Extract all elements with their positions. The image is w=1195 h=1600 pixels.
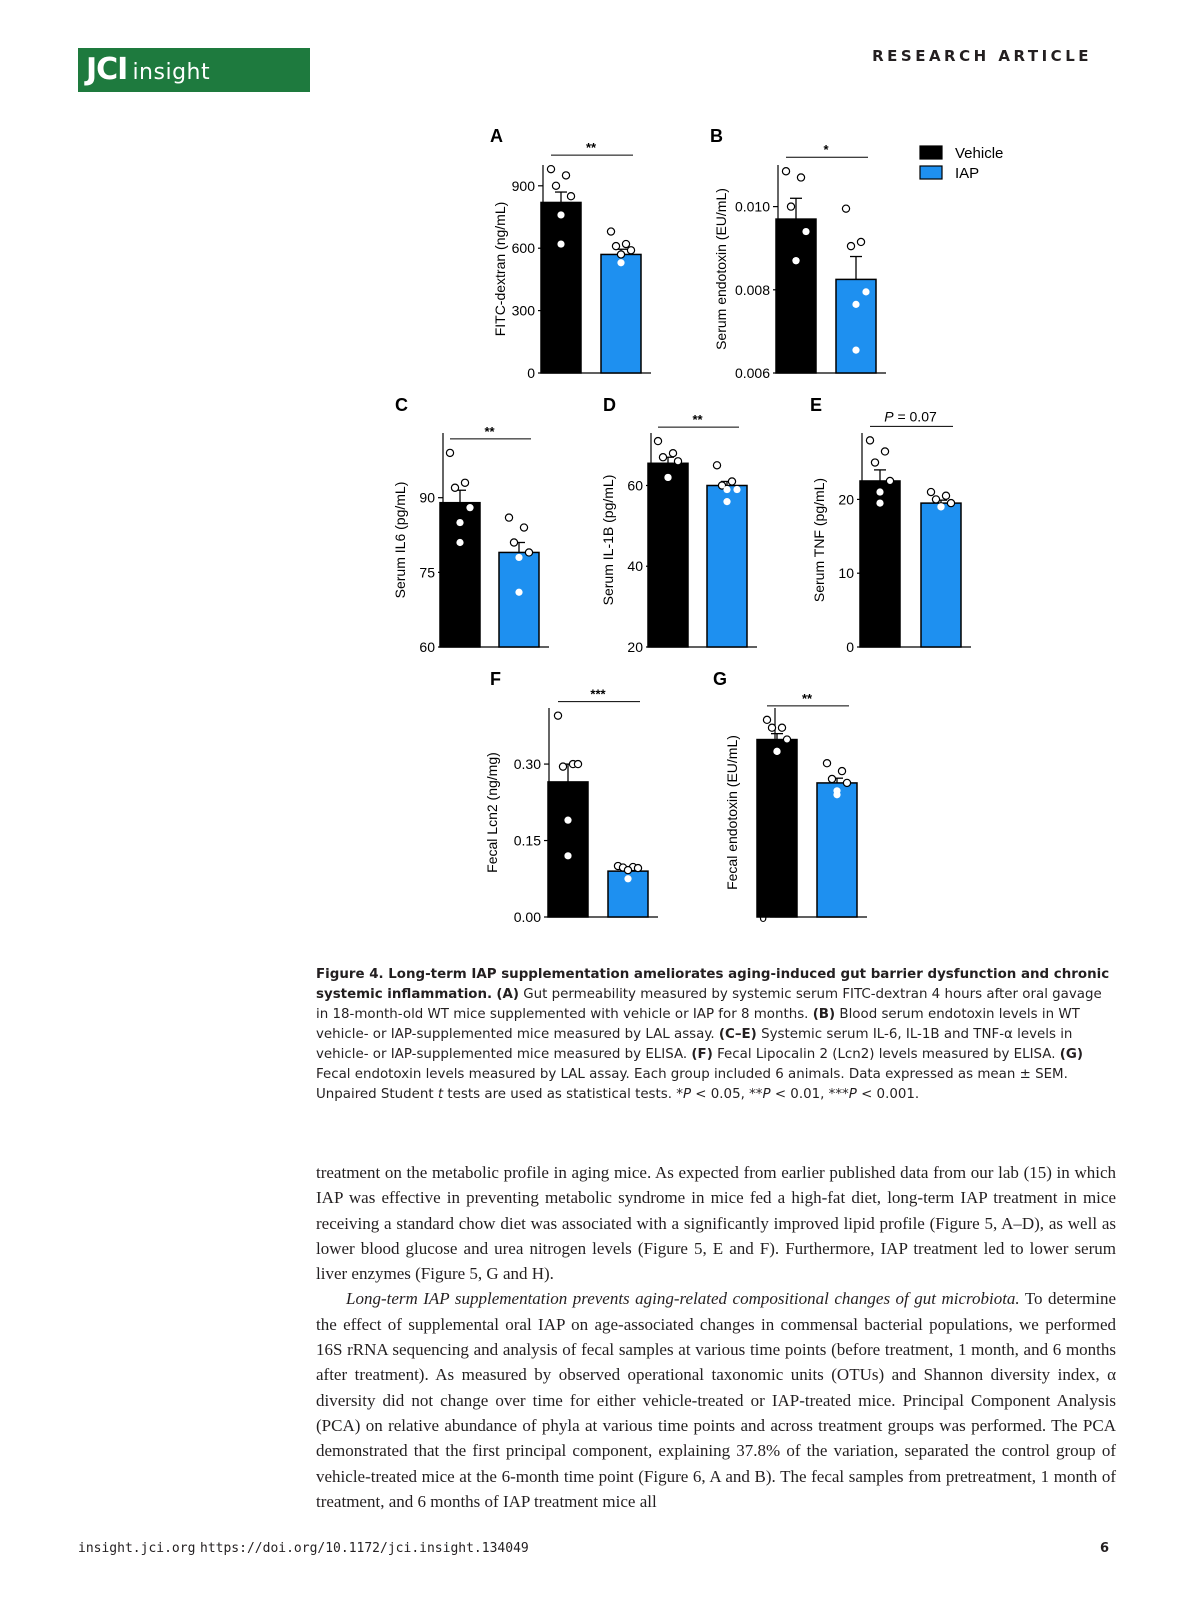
data-point-b bbox=[797, 174, 804, 181]
y-axis-label-c: Serum IL6 (pg/mL) bbox=[392, 481, 408, 599]
significance-label-e: P = 0.07 bbox=[884, 408, 937, 425]
y-tick-label-e: 10 bbox=[838, 565, 854, 582]
significance-label-g: ** bbox=[801, 690, 813, 706]
y-axis-label-f: Fecal Lcn2 (ng/mg) bbox=[484, 752, 500, 873]
caption-p1-val: < 0.05, ** bbox=[691, 1087, 763, 1102]
caption-p3-val: < 0.001. bbox=[856, 1087, 920, 1102]
bar-d-iap bbox=[707, 485, 747, 647]
data-point-a bbox=[612, 243, 619, 250]
data-point-a bbox=[617, 251, 624, 258]
data-point-b bbox=[792, 257, 799, 264]
data-point-c bbox=[520, 524, 527, 531]
panel-label-g: G bbox=[713, 669, 728, 689]
y-tick-label-b: 0.008 bbox=[734, 281, 770, 298]
y-tick-label-c: 90 bbox=[419, 489, 435, 506]
significance-label-b: * bbox=[823, 142, 829, 158]
y-tick-label-c: 60 bbox=[419, 639, 435, 655]
body-paragraph-2-text: To determine the effect of supplemental oral IAP on age-associated changes in commensal bacterial populations, we performed 16S rRNA sequencing and analysis of fecal samples at various time points (before treatment, 1 month, and 6 months after treatment). As measured by observed operational taxonomic units (OTUs) and Shannon diversity index, α diversity did not change over time for either vehicle-treated or IAP-treated mice. Principal Component Analysis (PCA) on relative abundance of phyla at various time points and across treatment groups was performed. The PCA demonstrated that the first principal component, explaining 37.8% of the variation, separated the control group of vehicle-treated mice at the 6-month time point (Figure 6, A and B). The fecal samples from pretreatment, 1 month of treatment, and 6 months of IAP treatment mice all bbox=[316, 1289, 1117, 1511]
data-point-c bbox=[515, 589, 522, 596]
panel-label-c: C bbox=[395, 395, 408, 415]
panel-label-f: F bbox=[490, 669, 501, 689]
significance-label-f: *** bbox=[590, 686, 606, 702]
caption-text-ce: Systemic serum IL-6, IL-1B and TNF-α levels in vehicle- or IAP-supplemented mice measured by ELISA. bbox=[316, 1027, 1073, 1062]
data-point-g bbox=[838, 767, 845, 774]
y-axis-label-g: Fecal endotoxin (EU/mL) bbox=[724, 735, 740, 890]
significance-label-a: ** bbox=[585, 140, 597, 156]
y-tick-label-e: 0 bbox=[846, 639, 854, 655]
data-point-e bbox=[881, 448, 888, 455]
caption-p2-val: < 0.01, *** bbox=[770, 1087, 849, 1102]
data-point-f bbox=[554, 712, 561, 719]
y-tick-label-f: 0.30 bbox=[513, 756, 541, 773]
data-point-e bbox=[937, 503, 944, 510]
bar-g-vehicle bbox=[757, 740, 797, 917]
logo-insight: insight bbox=[132, 60, 211, 85]
data-point-f bbox=[624, 875, 631, 882]
data-point-e bbox=[876, 500, 883, 507]
data-point-a bbox=[552, 182, 559, 189]
data-point-c bbox=[525, 549, 532, 556]
y-tick-label-e: 20 bbox=[838, 491, 854, 508]
body-paragraph-2 bbox=[316, 1286, 1116, 1514]
data-point-f bbox=[559, 763, 566, 770]
data-point-b bbox=[787, 203, 794, 210]
data-point-e bbox=[942, 492, 949, 499]
y-tick-label-d: 20 bbox=[627, 639, 643, 655]
y-tick-label-d: 40 bbox=[627, 558, 643, 575]
section-label: RESEARCH ARTICLE bbox=[872, 47, 1092, 65]
y-tick-label-a: 900 bbox=[511, 177, 535, 194]
y-tick-label-a: 0 bbox=[527, 365, 535, 381]
data-point-c bbox=[466, 504, 473, 511]
panel-label-b: B bbox=[710, 126, 723, 146]
data-point-d bbox=[664, 474, 671, 481]
bar-d-vehicle bbox=[648, 463, 688, 647]
data-point-d bbox=[659, 454, 666, 461]
y-axis-label-b: Serum endotoxin (EU/mL) bbox=[713, 188, 729, 350]
data-point-d bbox=[669, 450, 676, 457]
caption-title: Figure 4. Long-term IAP supplementation ameliorates aging-induced gut barrier dysfunction and chronic systemic inflammation. bbox=[316, 967, 1110, 1002]
caption-text-b: Blood serum endotoxin levels in WT vehicle- or IAP-supplemented mice measured by LAL assay. bbox=[316, 1007, 1080, 1042]
data-point-b bbox=[782, 168, 789, 175]
data-point-d bbox=[733, 486, 740, 493]
figure-caption bbox=[316, 965, 1116, 1105]
y-tick-label-c: 75 bbox=[419, 564, 435, 581]
caption-p3: P bbox=[848, 1087, 857, 1102]
caption-text-g: Fecal endotoxin levels measured by LAL assay. Each group included 6 animals. Data expressed as mean ± SEM. Unpaired Student bbox=[316, 1067, 1068, 1102]
data-point-g bbox=[763, 716, 770, 723]
data-point-c bbox=[515, 554, 522, 561]
y-tick-label-f: 0.15 bbox=[513, 832, 541, 849]
data-point-d bbox=[654, 437, 661, 444]
y-tick-label-b: 0.006 bbox=[734, 365, 770, 381]
data-point-e bbox=[866, 437, 873, 444]
data-point-f bbox=[634, 864, 641, 871]
panel-label-e: E bbox=[810, 395, 823, 415]
article-body bbox=[316, 1160, 1116, 1514]
data-point-g bbox=[843, 779, 850, 786]
data-point-e bbox=[927, 488, 934, 495]
data-point-b bbox=[847, 243, 854, 250]
caption-text-f: Fecal Lipocalin 2 (Lcn2) levels measured by ELISA. bbox=[712, 1047, 1060, 1062]
data-point-c bbox=[510, 539, 517, 546]
journal-logo bbox=[78, 48, 310, 92]
significance-label-d: ** bbox=[692, 412, 703, 428]
y-tick-label-d: 60 bbox=[627, 477, 643, 494]
data-point-b bbox=[842, 205, 849, 212]
data-point-d bbox=[723, 486, 730, 493]
significance-label-c: ** bbox=[484, 423, 495, 439]
caption-label-b: (B) bbox=[812, 1007, 836, 1022]
data-point-b bbox=[852, 347, 859, 354]
data-point-g bbox=[773, 748, 780, 755]
legend-swatch-vehicle bbox=[920, 146, 942, 159]
data-point-a bbox=[622, 240, 629, 247]
y-axis-label-a: FITC-dextran (ng/mL) bbox=[492, 201, 508, 337]
legend-label-iap: IAP bbox=[955, 165, 980, 182]
body-paragraph-1: treatment on the metabolic profile in aging mice. As expected from earlier published data from our lab (15) in which IAP was effective in preventing metabolic syndrome in mice fed a high-fat diet, long-term IAP treatment in mice receiving a standard chow diet was associated with a significantly improved lipid profile (Figure 5, A–D), as well as lower blood glucose and urea nitrogen levels (Figure 5, E and F). Furthermore, IAP treatment led to lower serum liver enzymes (Figure 5, G and H). bbox=[316, 1163, 1116, 1284]
caption-label-g: (G) bbox=[1059, 1047, 1083, 1062]
body-paragraph-2-heading: Long-term IAP supplementation prevents aging-related compositional changes of gut microbiota. bbox=[346, 1289, 1020, 1309]
data-point-a bbox=[562, 172, 569, 179]
bar-e-iap bbox=[921, 503, 961, 647]
data-point-f bbox=[564, 852, 571, 859]
data-point-c bbox=[456, 539, 463, 546]
data-point-f bbox=[574, 760, 581, 767]
caption-text-tests: tests are used as statistical tests. * bbox=[443, 1087, 683, 1102]
data-point-g bbox=[833, 791, 840, 798]
bar-a-vehicle bbox=[541, 202, 581, 373]
bar-a-iap bbox=[601, 254, 641, 373]
data-point-c bbox=[461, 479, 468, 486]
data-point-g bbox=[778, 724, 785, 731]
caption-label-f: (F) bbox=[691, 1047, 713, 1062]
y-tick-label-b: 0.010 bbox=[734, 198, 770, 215]
caption-p2: P bbox=[762, 1087, 771, 1102]
data-point-d bbox=[674, 458, 681, 465]
data-point-e bbox=[876, 488, 883, 495]
page-number: 6 bbox=[1100, 1541, 1110, 1556]
data-point-d bbox=[723, 498, 730, 505]
figure-4 bbox=[392, 120, 1055, 940]
data-point-a bbox=[557, 240, 564, 247]
data-point-a bbox=[617, 259, 624, 266]
footer-doi-link[interactable]: https://doi.org/10.1172/jci.insight.134049 bbox=[200, 1541, 529, 1556]
data-point-d bbox=[728, 478, 735, 485]
figure-4-svg bbox=[392, 120, 1055, 940]
data-point-e bbox=[886, 477, 893, 484]
data-point-c bbox=[446, 449, 453, 456]
data-point-g bbox=[823, 760, 830, 767]
data-point-b bbox=[862, 288, 869, 295]
panel-label-a: A bbox=[490, 126, 503, 146]
y-axis-label-d: Serum IL-1B (pg/mL) bbox=[600, 474, 616, 606]
y-tick-label-a: 600 bbox=[511, 240, 535, 257]
data-point-b bbox=[802, 228, 809, 235]
footer-site-link[interactable]: insight.jci.org bbox=[78, 1541, 196, 1556]
data-point-c bbox=[451, 484, 458, 491]
caption-t: t bbox=[437, 1087, 444, 1102]
data-point-f bbox=[564, 817, 571, 824]
data-point-b bbox=[852, 301, 859, 308]
legend-swatch-iap bbox=[920, 166, 942, 179]
data-point-c bbox=[456, 519, 463, 526]
data-point-g bbox=[768, 724, 775, 731]
data-point-a bbox=[567, 193, 574, 200]
data-point-d bbox=[713, 462, 720, 469]
data-point-g bbox=[783, 736, 790, 743]
caption-label-a: (A) bbox=[496, 987, 520, 1002]
data-point-f bbox=[624, 867, 631, 874]
caption-p1: P bbox=[682, 1087, 692, 1102]
data-point-e bbox=[871, 459, 878, 466]
bar-f-vehicle bbox=[548, 782, 588, 917]
caption-label-ce: (C–E) bbox=[718, 1027, 757, 1042]
bar-g-iap bbox=[817, 783, 857, 917]
data-point-a bbox=[547, 166, 554, 173]
bar-b-vehicle bbox=[776, 219, 816, 373]
data-point-a bbox=[607, 228, 614, 235]
y-tick-label-a: 300 bbox=[511, 302, 535, 319]
data-point-e bbox=[947, 500, 954, 507]
data-point-b bbox=[857, 238, 864, 245]
y-axis-label-e: Serum TNF (pg/mL) bbox=[811, 477, 827, 603]
caption-text-a: Gut permeability measured by systemic serum FITC-dextran 4 hours after oral gavage in 18-month-old WT mice supplemented with vehicle or IAP for 8 months. bbox=[316, 987, 1102, 1022]
data-point-g bbox=[828, 775, 835, 782]
data-point-c bbox=[505, 514, 512, 521]
data-point-e bbox=[932, 496, 939, 503]
bar-b-iap bbox=[836, 279, 876, 373]
data-point-a bbox=[557, 211, 564, 218]
legend-label-vehicle: Vehicle bbox=[955, 145, 1004, 162]
data-point-a bbox=[627, 247, 634, 254]
panel-label-d: D bbox=[603, 395, 616, 415]
bar-c-iap bbox=[499, 552, 539, 647]
logo-jci: JCI bbox=[86, 52, 128, 87]
y-tick-label-f: 0.00 bbox=[513, 909, 541, 925]
